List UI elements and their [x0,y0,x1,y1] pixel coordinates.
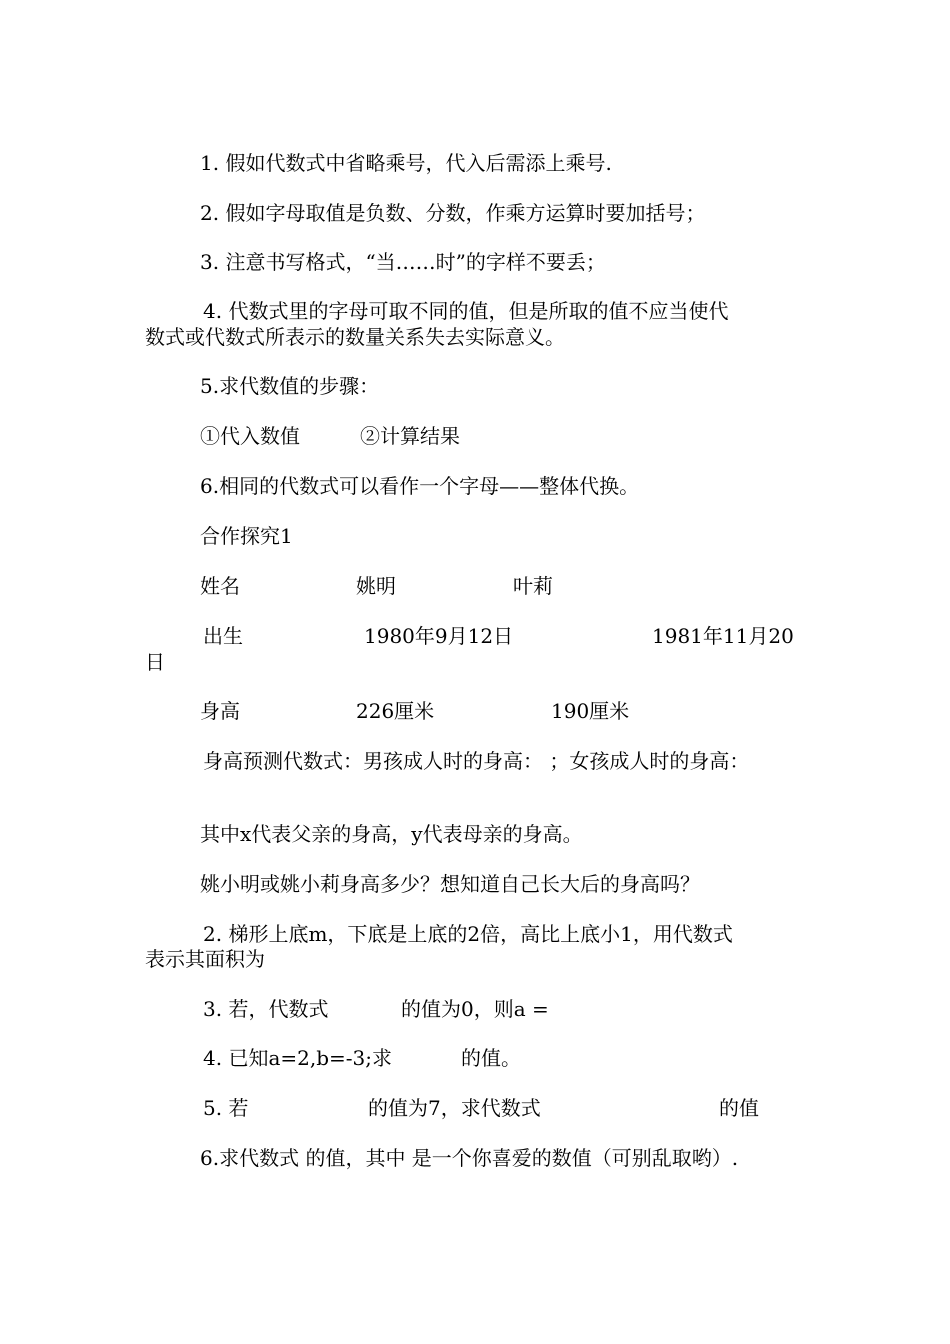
exercise-5-part-c: 的值 [719,1096,759,1120]
table-cell-wrap: 日 [145,650,165,674]
height-formula-line: 身高预测代数式：男孩成人时的身高： ；女孩成人时的身高： [203,749,750,773]
note-6: 6.相同的代数式可以看作一个字母——整体代换。 [200,474,640,498]
exercise-4-part-b: 的值。 [461,1046,521,1070]
exercise-2-continued: 表示其面积为 [145,947,265,971]
exercise-2: 2. 梯形上底m，下底是上底的2倍，高比上底小1，用代数式 [203,922,733,946]
exercise-5-part-a: 5. 若 [203,1096,249,1120]
exercise-4-part-a: 4. 已知a=2,b=-3;求 [203,1046,392,1070]
table-cell: 姓名 [200,574,240,598]
exercise-5-part-b: 的值为7，求代数式 [368,1096,541,1120]
exercise-6: 6.求代数式 的值，其中 是一个你喜爱的数值（可别乱取哟）. [200,1146,739,1170]
note-4: 4. 代数式里的字母可取不同的值，但是所取的值不应当使代 [203,299,729,323]
variable-explanation: 其中x代表父亲的身高，y代表母亲的身高。 [200,822,583,846]
note-4-continued: 数式或代数式所表示的数量关系失去实际意义。 [145,325,565,349]
table-cell: 1981年11月20 [652,624,794,648]
table-cell: 叶莉 [513,574,553,598]
question-line: 姚小明或姚小莉身高多少？想知道自己长大后的身高吗？ [200,872,700,896]
table-cell: 226厘米 [356,699,435,723]
note-5: 5.求代数值的步骤： [200,374,380,398]
exercise-3-part-a: 3. 若，代数式 [203,997,329,1021]
step-1: ①代入数值 [200,424,300,448]
table-cell: 身高 [200,699,240,723]
note-1: 1. 假如代数式中省略乘号，代入后需添上乘号. [200,151,612,175]
table-cell: 姚明 [356,574,396,598]
table-cell: 1980年9月12日 [364,624,514,648]
step-2: ②计算结果 [360,424,460,448]
exercise-3-part-b: 的值为0，则a = [401,997,549,1021]
section-title: 合作探究1 [200,524,293,548]
note-2: 2. 假如字母取值是负数、分数，作乘方运算时要加括号； [200,201,706,225]
note-3: 3. 注意书写格式，“当……时”的字样不要丢； [200,250,606,274]
table-cell: 出生 [203,624,243,648]
table-cell: 190厘米 [551,699,630,723]
